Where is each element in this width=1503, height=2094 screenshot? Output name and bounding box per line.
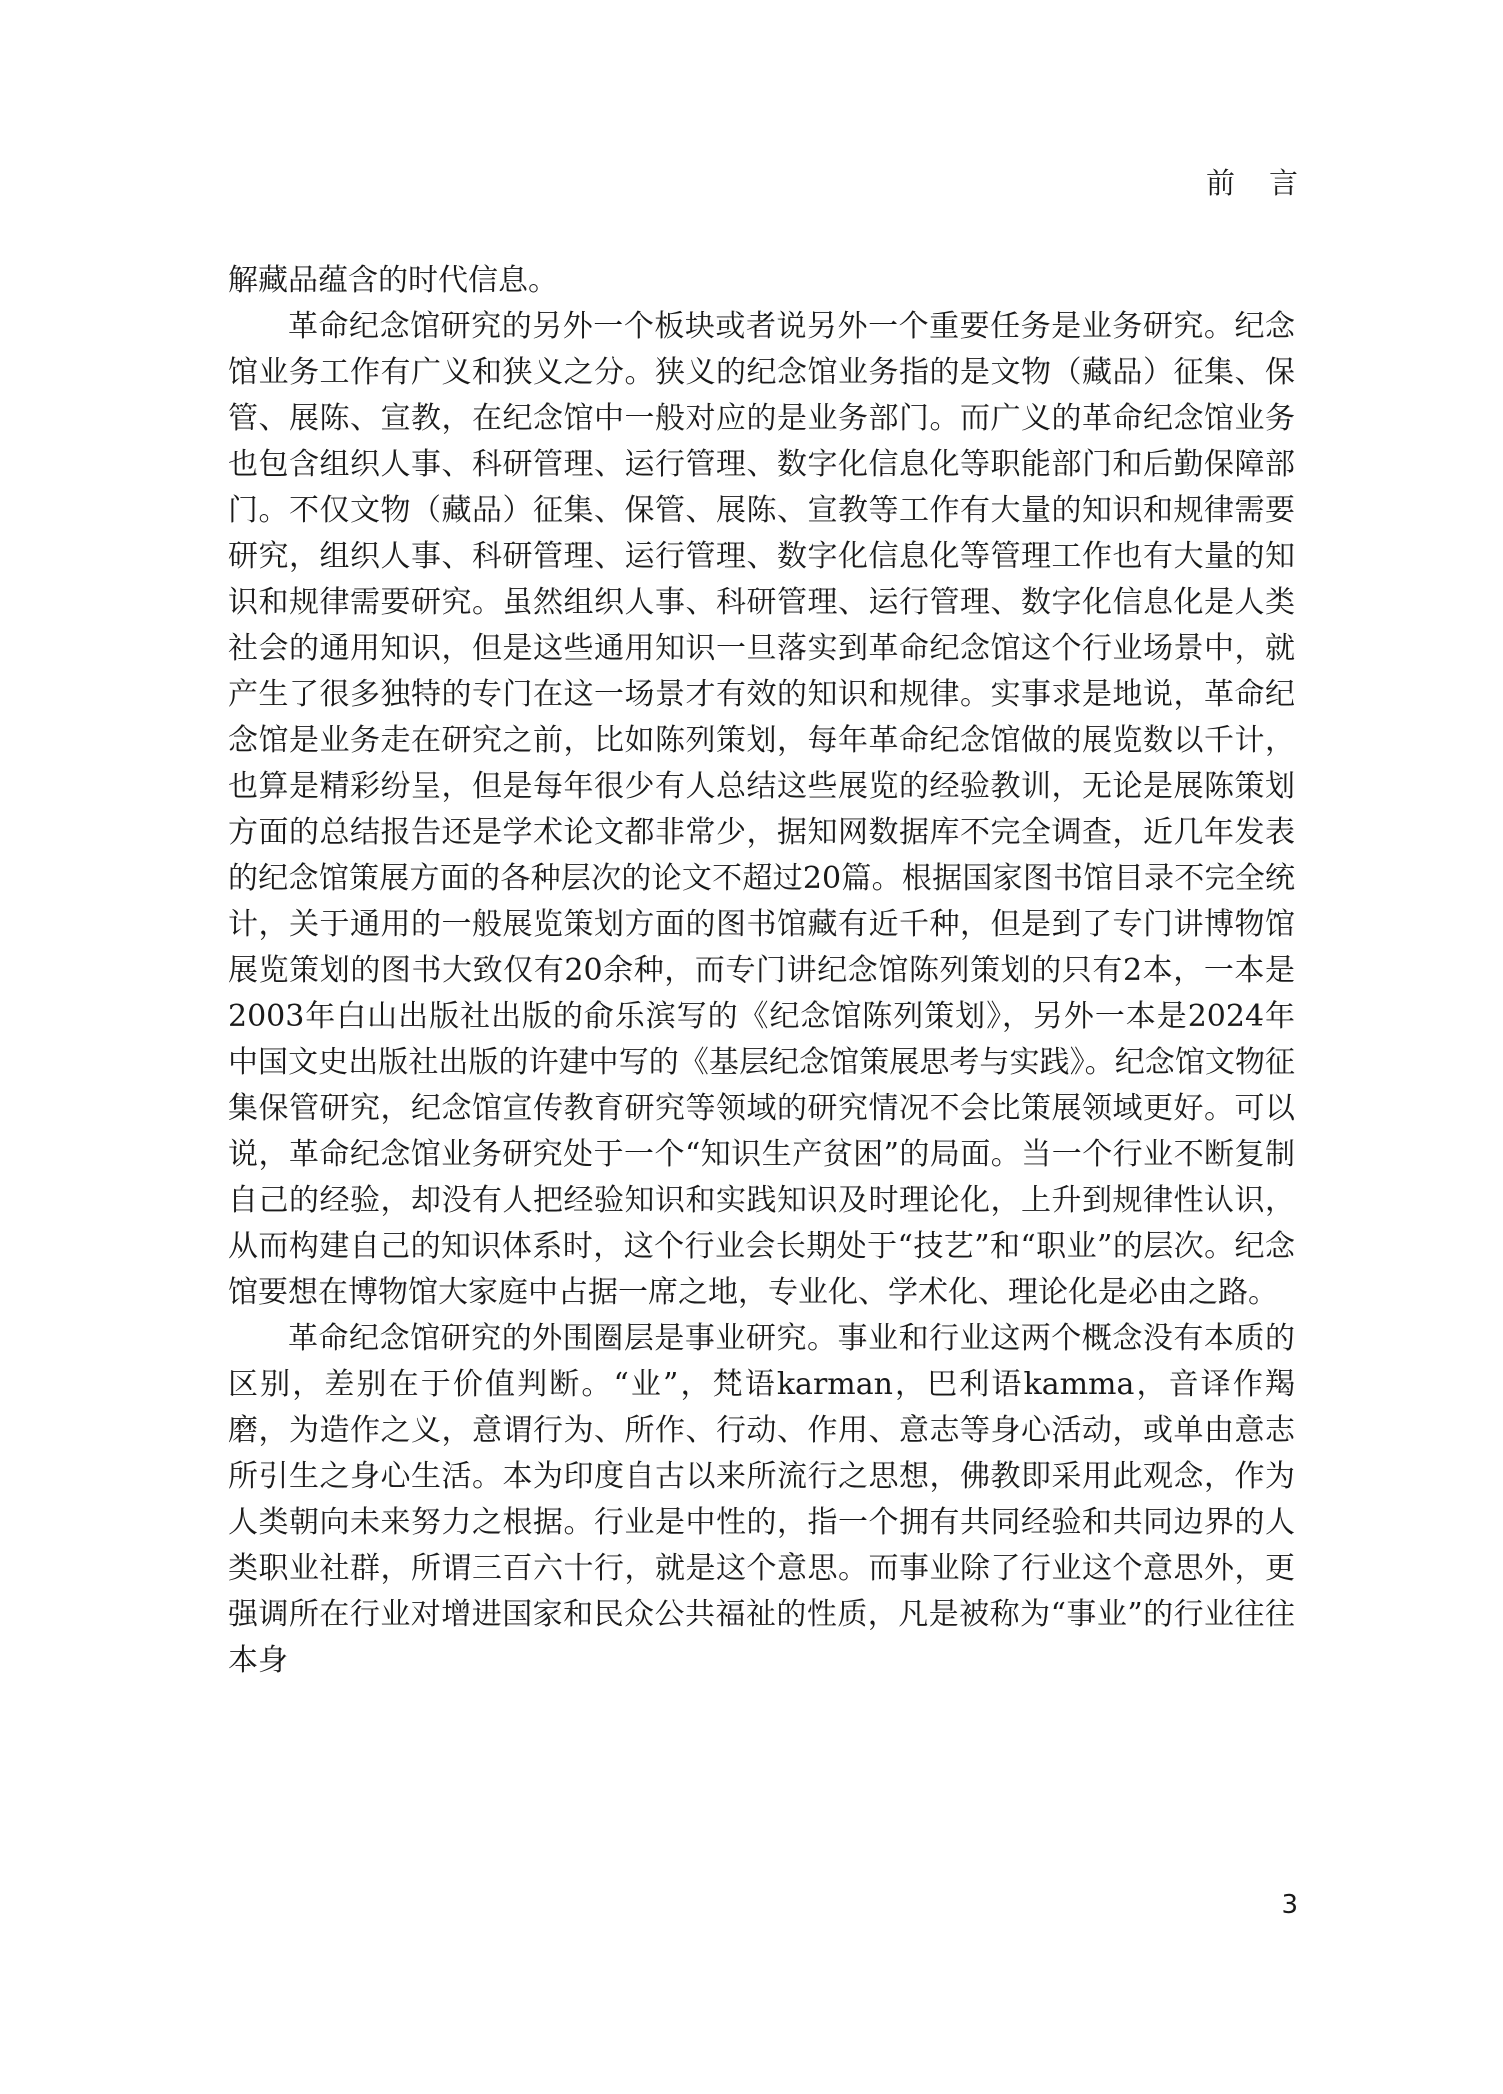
- page-number: 3: [1281, 1890, 1298, 1920]
- paragraph-business-research: 革命纪念馆研究的另外一个板块或者说另外一个重要任务是业务研究。纪念馆业务工作有广义和狭义之分。狭义的纪念馆业务指的是文物（藏品）征集、保管、展陈、宣教，在纪念馆中一般对应的是业务部门。而广义的革命纪念馆业务也包含组织人事、科研管理、运行管理、数字化信息化等职能部门和后勤保障部门。不仅文物（藏品）征集、保管、展陈、宣教等工作有大量的知识和规律需要研究，组织人事、科研管理、运行管理、数字化信息化等管理工作也有大量的知识和规律需要研究。虽然组织人事、科研管理、运行管理、数字化信息化是人类社会的通用知识，但是这些通用知识一旦落实到革命纪念馆这个行业场景中，就产生了很多独特的专门在这一场景才有效的知识和规律。实事求是地说，革命纪念馆是业务走在研究之前，比如陈列策划，每年革命纪念馆做的展览数以千计，也算是精彩纷呈，但是每年很少有人总结这些展览的经验教训，无论是展陈策划方面的总结报告还是学术论文都非常少，据知网数据库不完全调查，近几年发表的纪念馆策展方面的各种层次的论文不超过20篇。根据国家图书馆目录不完全统计，关于通用的一般展览策划方面的图书馆藏有近千种，但是到了专门讲博物馆展览策划的图书大致仅有20余种，而专门讲纪念馆陈列策划的只有2本，一本是2003年白山出版社出版的俞乐滨写的《纪念馆陈列策划》，另外一本是2024年中国文史出版社出版的许建中写的《基层纪念馆策展思考与实践》。纪念馆文物征集保管研究，纪念馆宣传教育研究等领域的研究情况不会比策展领域更好。可以说，革命纪念馆业务研究处于一个“知识生产贫困”的局面。当一个行业不断复制自己的经验，却没有人把经验知识和实践知识及时理论化，上升到规律性认识，从而构建自己的知识体系时，这个行业会长期处于“技艺”和“职业”的层次。纪念馆要想在博物馆大家庭中占据一席之地，专业化、学术化、理论化是必由之路。: [228, 309, 1295, 1310]
- running-header-title: 前言: [1205, 166, 1332, 200]
- paragraph-cause-research: 革命纪念馆研究的外围圈层是事业研究。事业和行业这两个概念没有本质的区别，差别在于价值判断。“业”，梵语karman，巴利语kamma，音译作羯磨，为造作之义，意谓行为、所作、行动、作用、意志等身心活动，或单由意志所引生之身心生活。本为印度自古以来所流行之思想，佛教即采用此观念，作为人类朝向未来努力之根据。行业是中性的，指一个拥有共同经验和共同边界的人类职业社群，所谓三百六十行，就是这个意思。而事业除了行业这个意思外，更强调所在行业对增进国家和民众公共福祉的性质，凡是被称为“事业”的行业往往本身: [228, 1321, 1295, 1678]
- paragraph-continuation: 解藏品蕴含的时代信息。: [228, 263, 558, 298]
- body-text: [228, 258, 1295, 1684]
